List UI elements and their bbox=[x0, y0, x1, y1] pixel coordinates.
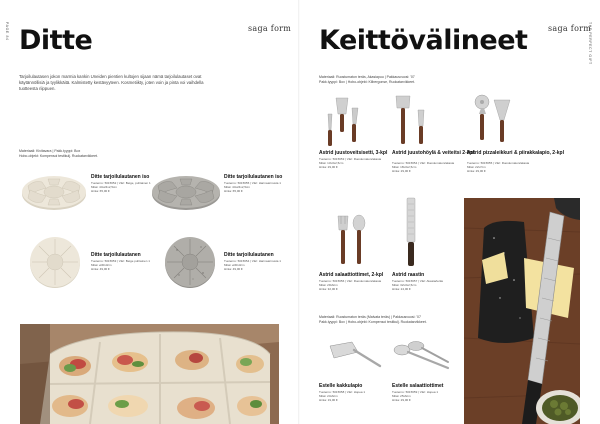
product-spec: Tuotenro: 5015654 | Väri: Harmaa/musta 1 bbox=[224, 259, 281, 263]
product-spec: Mitat: 32x3x2,5cm bbox=[392, 283, 417, 287]
page-label: THE PERFECT GIFT bbox=[588, 22, 592, 65]
brand-logo bbox=[548, 24, 591, 33]
product-spec: Tuotenro: 5015653 | Väri: Beige puhtainen 1 bbox=[91, 259, 150, 263]
product-price: Hinta: 32,00 € bbox=[319, 287, 338, 291]
brand-logo-text: saga form bbox=[548, 24, 592, 33]
product-spec: Tuotenro: 5015655 | Väri: Ruostumaton/akasia bbox=[467, 161, 530, 165]
product-name: Estelle salaattiottimet bbox=[392, 383, 444, 389]
product-spec: Mitat: 44x24x2,5cm bbox=[224, 185, 251, 189]
right-page bbox=[300, 0, 600, 424]
product-spec: Tuotenro: 5015657 | Väri: Akasia/teräs bbox=[392, 279, 444, 283]
product-spec: Mitat: 13x3x2,5cm bbox=[319, 161, 344, 165]
brand-logo bbox=[248, 24, 291, 33]
product-spec: Mitat: ø30x3cm bbox=[224, 263, 245, 267]
product-name: Astrid juustohöylä & veiteitsi 2-kpl bbox=[392, 150, 474, 156]
product-image-pizza-cutter-server bbox=[470, 92, 514, 148]
lifestyle-photo-grater-cheese bbox=[464, 198, 580, 424]
material-info: Materiaali: Kivitavara | Pakk.tyyppi: Box bbox=[19, 149, 81, 153]
product-spec: Mitat: 25x6cm bbox=[392, 394, 411, 398]
product-spec: Mitat: 24x6cm bbox=[319, 394, 338, 398]
material-info: Materiaali: Ruostumaton teräs, Akasiapuu | Pakkausvuosi: '07 bbox=[319, 75, 415, 79]
brand-logo-text: saga form bbox=[248, 24, 292, 33]
product-image-silver-salad-servers bbox=[392, 340, 450, 372]
product-spec: Mitat: 22x7cm bbox=[467, 165, 486, 169]
product-name: Astrid salaattiottimet, 2-kpl bbox=[319, 272, 384, 278]
product-spec: Tuotenro: 5015655 | Väri: Harmaa/musta 1 bbox=[224, 181, 281, 185]
extra-info: Pakk.tyyppi: Box | Hobo-objekt: Kompensoi testikulj. Ruokatarvikkeet. bbox=[319, 320, 427, 324]
product-image-cake-server bbox=[328, 340, 382, 372]
product-spec: Tuotenro: 5015658 | Väri: Hopea 1 bbox=[319, 390, 366, 394]
product-spec: Tuotenro: 5015654 | Väri: Ruostumaton/akasia bbox=[392, 161, 455, 165]
product-price: Hinta: 29,00 € bbox=[319, 165, 338, 169]
product-name: Estelle kakkulapio bbox=[319, 383, 363, 389]
product-spec: Mitat: 18x3x2,5cm bbox=[392, 165, 417, 169]
product-image-salad-servers bbox=[334, 212, 368, 268]
product-price: Hinta: 19,00 € bbox=[319, 398, 338, 402]
product-spec: Mitat: 44x24x2,5cm bbox=[91, 185, 118, 189]
intro-text: Tarjoilulautasen jokon marmia kankin Uneiden pientien kultojen sijaan nämä tarjoilulautaset ovat käytännöllisiä ja tyylikkäitä. Kalmistetty kestävyyteen. Kosmetiikty, joten voin ja pinta voi vaihdella tuotteesta riippuen. bbox=[19, 74, 204, 91]
product-price: Hinta: 49,00 € bbox=[91, 267, 110, 271]
product-price: Hinta: 29,00 € bbox=[467, 169, 486, 173]
product-price: Hinta: 29,00 € bbox=[392, 169, 411, 173]
product-spec: Mitat: ø30x3cm bbox=[91, 263, 112, 267]
page-title: Keittövälineet bbox=[319, 25, 528, 56]
product-image-ditte-round-beige bbox=[28, 235, 82, 289]
product-image-ditte-large-grey bbox=[150, 172, 222, 212]
product-price: Hinta: 24,00 € bbox=[392, 287, 411, 291]
page-title: Ditte bbox=[19, 25, 93, 56]
product-image-ditte-round-grey bbox=[163, 235, 217, 289]
extra-info: Hobo-objekt: Kompensoi testikulj. Ruokatarvikkeet. bbox=[19, 154, 98, 158]
page-label: PAGE 84 bbox=[5, 22, 9, 41]
product-price: Hinta: 29,00 € bbox=[392, 398, 411, 402]
product-price: Hinta: 49,00 € bbox=[224, 267, 243, 271]
extra-info: Pakk.tyyppi: Box | Hobo-objekt: Kilbergonse, Ruokatarvikkeet. bbox=[319, 80, 416, 84]
product-name: Astrid pizzaleikkuri & piirakkalapio, 2-kpl bbox=[467, 150, 564, 156]
product-spec: Tuotenro: 5015653 | Väri: Ruostumaton/akasia bbox=[319, 157, 382, 161]
product-spec: Tuotenro: 5015652 | Väri: Beige, puhtainen 1 bbox=[91, 181, 151, 185]
product-name: Ditte tarjoilulautanen bbox=[91, 252, 141, 258]
product-name: Ditte tarjoilulautanen bbox=[224, 252, 274, 258]
product-spec: Mitat: 29x6cm bbox=[319, 283, 338, 287]
product-image-cheese-knife-set bbox=[322, 92, 362, 148]
product-name: Astrid juustoveitsisetti, 3-kpl bbox=[319, 150, 388, 156]
product-spec: Tuotenro: 5015656 | Väri: Ruostumaton/akasia bbox=[319, 279, 382, 283]
product-image-ditte-large-beige bbox=[20, 172, 88, 212]
product-price: Hinta: 65,00 € bbox=[91, 189, 110, 193]
product-image-grater bbox=[404, 196, 418, 268]
product-price: Hinta: 65,00 € bbox=[224, 189, 243, 193]
product-image-cheese-slicer-knife bbox=[392, 92, 432, 148]
product-name: Astrid raastin bbox=[392, 272, 425, 278]
product-spec: Tuotenro: 5015659 | Väri: Hopea 1 bbox=[392, 390, 439, 394]
lifestyle-photo-serving-platter bbox=[20, 324, 279, 424]
product-name: Ditte tarjoilulautanen iso bbox=[224, 174, 283, 180]
product-name: Ditte tarjoilulautanen iso bbox=[91, 174, 150, 180]
material-info: Materiaali: Ruostumaton teräs (Malvata teräs) | Pakkausvuosi: '07 bbox=[319, 315, 421, 319]
